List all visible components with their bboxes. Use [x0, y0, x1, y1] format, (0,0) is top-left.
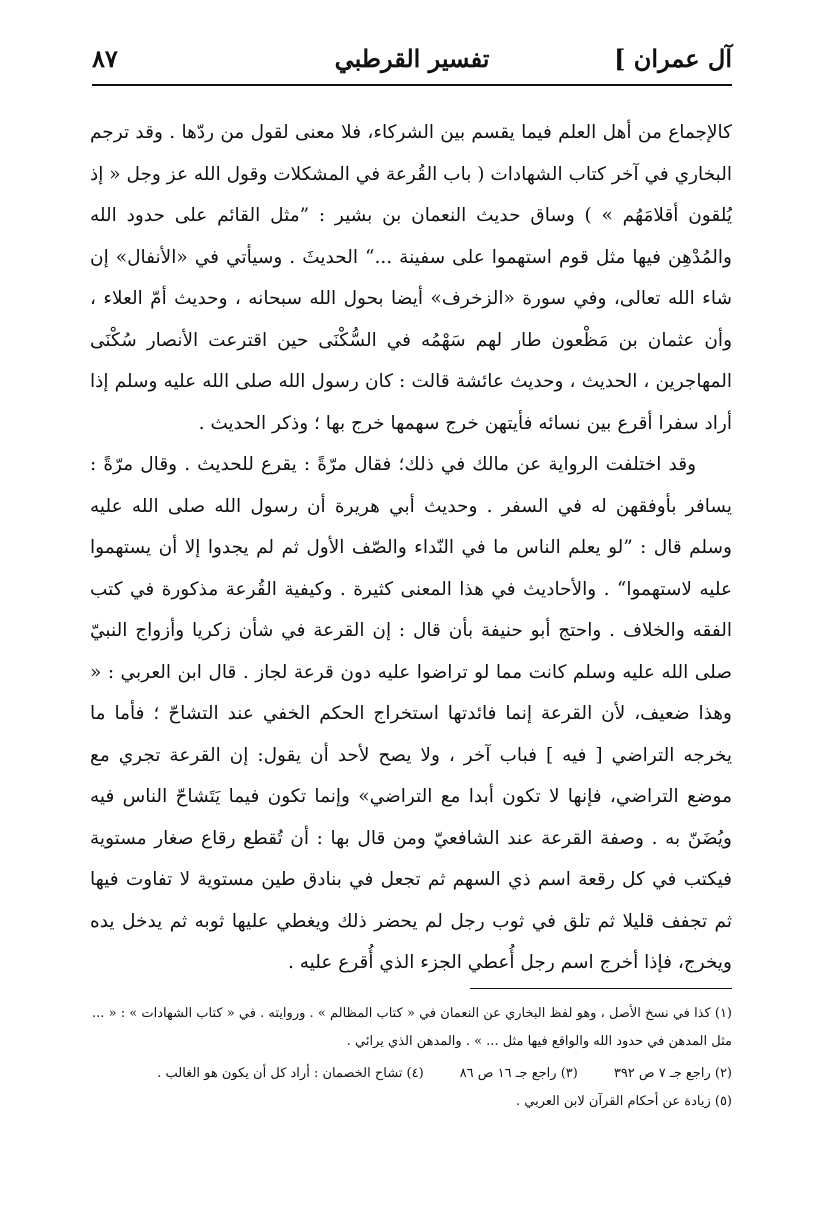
- paragraph: وقد اختلفت الرواية عن مالك في ذلك؛ فقال مرّةً : يقرع للحديث . وقال مرّةً : يسافر بأوفقهن له في السفر . وحديث أبي هريرة أن رسول الله صلى الله عليه وسلم قال : ”لو يعلم الناس ما في النّداء والصّف الأول ثم لم يجدوا إلا أن يستهموا عليه لاستهموا“ . والأحاديث في هذا المعنى كثيرة . وكيفية القُرعة مذكورة في كتب الفقه والخلاف . واحتج أبو حنيفة بأن قال : إن القرعة في شأن زكريا وأزواج النبيّ صلى الله عليه وسلم كانت مما لو تراضوا عليه دون قرعة لجاز . قال ابن العربي : « وهذا ضعيف، لأن القرعة إنما فائدتها استخراج الحكم الخفي عند التشاحّ ؛ فأما ما يخرجه التراضي [ فيه ] فباب آخر ، ولا يصح لأحد أن يقول: إن القرعة تجري مع موضع التراضي، فإنها لا تكون أبدا مع التراضي» وإنما تكون فيما يَتَشاحّ الناس فيه ويُضَنّ به . وصفة القرعة عند الشافعيّ ومن قال بها : أن تُقطع رقاع صغار مستوية فيكتب في كل رقعة اسم ذي السهم ثم تجعل في بنادق طين مستوية لا تفاوت فيها ثم تجفف قليلا ثم تلق في ثوب رجل لم يحضر ذلك ويغطي عليها ثوبه ثم يدخل يده ويخرج، فإذا أخرج اسم رجل أُعطي الجزء الذي أُقرع عليه .: [90, 454, 732, 973]
- footnote-divider: [470, 988, 732, 989]
- running-header: [92, 40, 732, 86]
- footnote-5: (٥) زيادة عن أحكام القرآن لابن العربي .: [515, 1094, 732, 1109]
- footnote-1: (١) كذا في نسخ الأصل ، وهو لفظ البخاري عن النعمان في « كتاب المظالم » . وروايته . في « كتاب الشهادات » : « ... مثل المدهن في حدود الله والواقع فيها مثل ... » . والمدهن الذي يرائي .: [92, 1006, 732, 1049]
- page-number: ٨٧: [92, 44, 118, 73]
- paragraph: كالإجماع من أهل العلم فيما يقسم بين الشركاء، فلا معنى لقول من ردّها . وقد ترجم البخاري في آخر كتاب الشهادات ( باب القُرعة في المشكلات وقول الله عز وجل « إذ يُلقون أقلامَهُم » ) وساق حديث النعمان بن بشير : ”مثل القائم على حدود الله والمُدْهِن فيها مثل قوم استهموا على سفينة ...“ الحديثَ . وسيأتي في «الأنفال» إن شاء الله تعالى، وفي سورة «الزخرف» أيضا بحول الله سبحانه ، وحديث أمّ العلاء ، وأن عثمان بن مَظْعون طار لهم سَهْمُه في السُّكْنَى حين اقترعت الأنصار سُكْنَى المهاجرين ، الحديث ، وحديث عائشة قالت : كان رسول الله صلى الله عليه وسلم إذا أراد سفرا أقرع بين نسائه فأيتهن خرج سهمها خرج بها ؛ وذكر الحديث .: [90, 122, 732, 434]
- footnote-row: [92, 1060, 732, 1088]
- main-text: [90, 112, 732, 984]
- book-title: تفسير القرطبي: [334, 44, 490, 73]
- chapter-name: آل عمران ]: [614, 44, 732, 73]
- footnote-4: (٤) تشاح الخصمان : أراد كل أن يكون هو الغالب .: [157, 1066, 424, 1081]
- footnote-2: (٢) راجع جـ ٧ ص ٣٩٢: [613, 1066, 732, 1081]
- footnotes: [92, 1000, 732, 1116]
- footnote-3: (٣) راجع جـ ١٦ ص ٨٦: [459, 1066, 578, 1081]
